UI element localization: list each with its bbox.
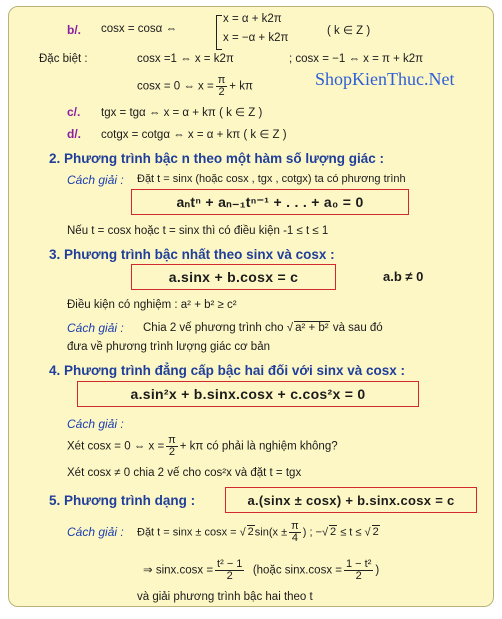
- section-4-line-2: Xét cosx ≠ 0 chia 2 vế cho cos²x và đặt t = tgx: [67, 467, 302, 479]
- section-5-line-3: và giải phương trình bậc hai theo t: [137, 591, 313, 603]
- item-b-label: b/.: [67, 23, 81, 37]
- section-4-formula-box: a.sin²x + b.sinx.cosx + c.cos²x = 0: [77, 381, 419, 407]
- section-3-heading: 3. Phương trình bậc nhất theo sinx và cosx :: [49, 247, 335, 262]
- watermark: ShopKienThuc.Net: [315, 69, 455, 89]
- item-c-label: c/.: [67, 105, 81, 119]
- special-case-2: ; cosx = −1 ⇔ x = π + k2π: [289, 53, 424, 65]
- special-label: Đặc biệt :: [39, 53, 88, 65]
- section-3-side-condition: a.b ≠ 0: [383, 269, 424, 284]
- section-2-method-text: Đặt t = sinx (hoặc cosx , tgx , cotgx) ta có phương trình: [137, 173, 406, 185]
- section-5-heading: 5. Phương trình dạng :: [49, 493, 196, 508]
- section-3-method-text: Chia 2 vế phương trình cho √ a² + b² và sau đó: [143, 322, 383, 334]
- section-2-note: Nếu t = cosx hoặc t = sinx thì có điều kiện -1 ≤ t ≤ 1: [67, 225, 329, 237]
- section-2-heading: 2. Phương trình bậc n theo một hàm số lượng giác :: [49, 151, 385, 166]
- item-d-label: d/.: [67, 127, 81, 141]
- system-bracket: [216, 15, 222, 50]
- item-b-condition: ( k ∈ Z ): [327, 25, 371, 37]
- section-3-method-text-2: đưa về phương trình lượng giác cơ bản: [67, 341, 270, 353]
- section-3-method-label: Cách giải :: [67, 321, 124, 335]
- item-d-text: cotgx = cotgα ⇔ x = α + kπ ( k ∈ Z ): [101, 129, 287, 141]
- section-4-method-label: Cách giải :: [67, 417, 124, 431]
- section-3-condition: Điều kiện có nghiệm : a² + b² ≥ c²: [67, 299, 237, 311]
- special-case-3: cosx = 0 ⇔ x = $\frac{\pi}{2}$ + kπ: [137, 74, 253, 98]
- section-5-line-1: Đặt t = sinx ± cosx = √ 2sin(x ± $\frac{\pi}{4}$ ) ; −√ 2 ≤ t ≤ √ 2: [137, 520, 379, 544]
- special-case-1: cosx =1 ⇔ x = k2π: [137, 53, 234, 65]
- section-5-line-2: ⇒ sinx.cosx = $\frac{\text{t² − 1}}{2}$ (hoặc sinx.cosx = $\frac{\text{1 − t²}}{2}$ ): [143, 558, 380, 582]
- section-3-formula-box: a.sinx + b.cosx = c: [131, 264, 336, 290]
- item-c-text: tgx = tgα ⇔ x = α + kπ ( k ∈ Z ): [101, 107, 263, 119]
- section-5-method-label: Cách giải :: [67, 525, 124, 539]
- section-4-heading: 4. Phương trình đẳng cấp bậc hai đối với sinx và cosx :: [49, 363, 406, 378]
- item-b-solution-1: x = α + k2π: [223, 13, 282, 25]
- section-2-formula-box: aₙtⁿ + aₙ₋₁tⁿ⁻¹ + . . . + a₀ = 0: [131, 189, 409, 215]
- document-page: [8, 6, 494, 607]
- section-4-line-1: Xét cosx = 0 ⇔ x = $\frac{\pi}{2}$ + kπ có phải là nghiệm không?: [67, 434, 338, 458]
- section-5-formula-box: a.(sinx ± cosx) + b.sinx.cosx = c: [225, 487, 477, 513]
- item-b-equation: cosx = cosα ⇔: [101, 23, 177, 35]
- item-b-solution-2: x = −α + k2π: [223, 32, 289, 44]
- section-2-method-label: Cách giải :: [67, 173, 124, 187]
